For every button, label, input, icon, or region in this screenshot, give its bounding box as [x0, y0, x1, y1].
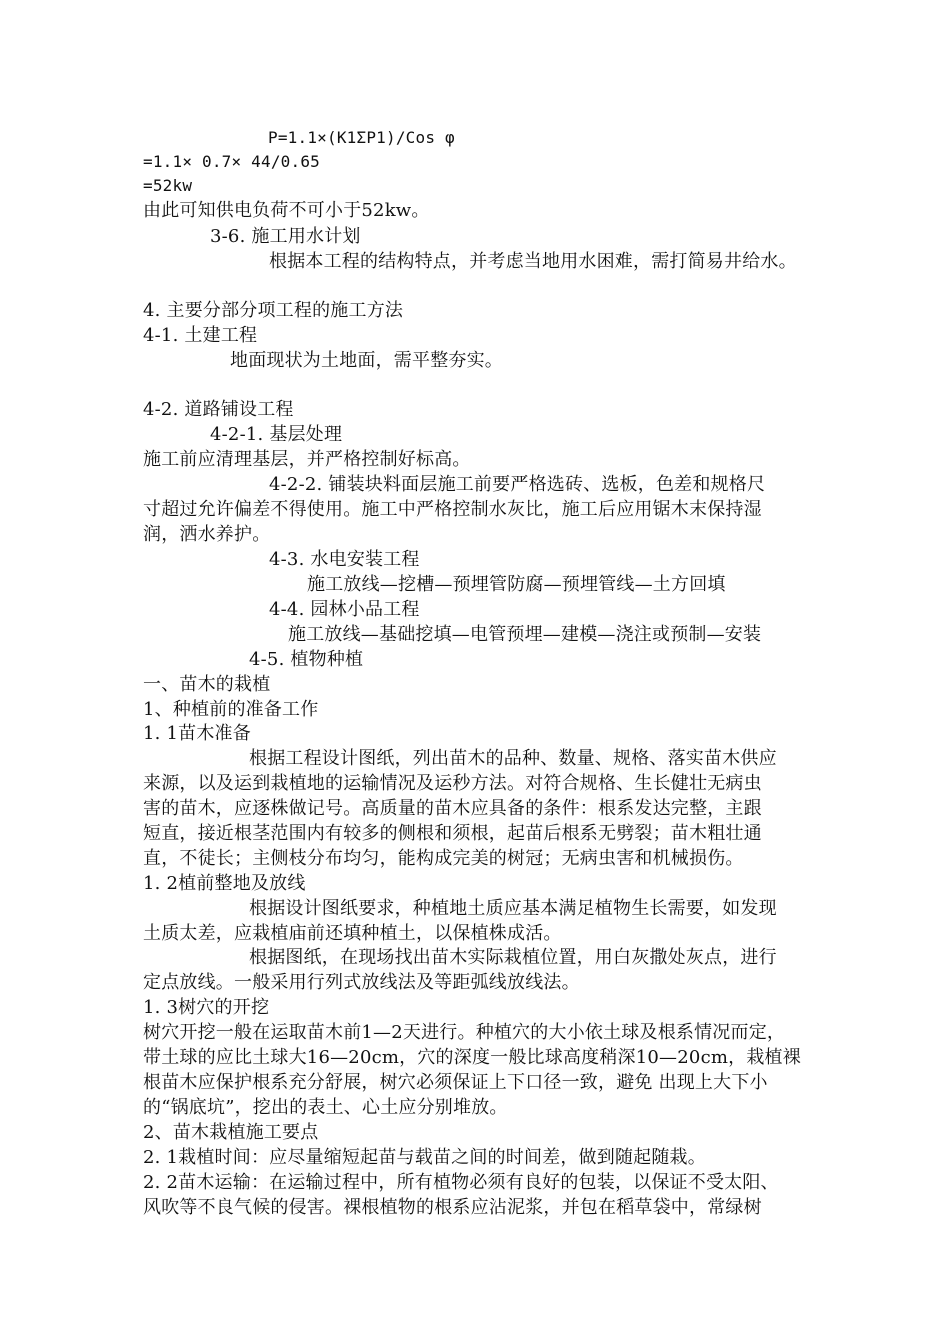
text-line: 寸超过允许偏差不得使用。施工中严格控制水灰比，施工后应用锯木末保持湿 — [143, 499, 762, 520]
text-line: 风吹等不良气候的侵害。裸根植物的根系应沾泥浆，并包在稻草袋中，常绿树 — [143, 1197, 762, 1218]
subheading: 2、苗木栽植施工要点 — [143, 1122, 319, 1143]
subheading: 1、种植前的准备工作 — [143, 699, 319, 720]
text-line: 土质太差，应栽植庙前还填种植土，以保植株成活。 — [143, 923, 562, 944]
text-line: 来源，以及运到栽植地的运输情况及运秒方法。对符合规格、生长健壮无病虫 — [143, 773, 762, 794]
text-line: 4-2-2. 铺装块料面层施工前要严格选砖、选板，色差和规格尺 — [269, 474, 766, 495]
subheading: 1. 2植前整地及放线 — [143, 873, 306, 894]
chapter-heading: 4. 主要分部分项工程的施工方法 — [143, 300, 404, 321]
text-line: 根据设计图纸要求，种植地土质应基本满足植物生长需要，如发现 — [249, 898, 777, 919]
formula-result-line: =52kw — [143, 176, 193, 195]
section-heading: 4-5. 植物种植 — [249, 649, 364, 670]
subheading: 1. 3树穴的开挖 — [143, 997, 270, 1018]
text-line: 根苗木应保护根系充分舒展，树穴必须保证上下口径一致，避免 出现上大下小 — [143, 1072, 768, 1093]
text-line: 2. 1栽植时间：应尽量缩短起苗与载苗之间的时间差，做到随起随栽。 — [143, 1147, 706, 1168]
text-line: 树穴开挖一般在运取苗木前1—2天进行。种植穴的大小依土球及根系情况而定， — [143, 1022, 786, 1043]
section-heading: 4-3. 水电安装工程 — [269, 549, 420, 570]
section-heading: 3-6. 施工用水计划 — [210, 226, 361, 247]
text-line: 施工前应清理基层，并严格控制好标高。 — [143, 449, 471, 470]
process-line: 施工放线—挖槽—预埋管防腐—预埋管线—土方回填 — [307, 574, 726, 595]
text-line: 害的苗木，应逐株做记号。高质量的苗木应具备的条件：根系发达完整，主跟 — [143, 798, 762, 819]
text-line: 直，不徒长；主侧枝分布均匀，能构成完美的树冠；无病虫害和机械损伤。 — [143, 848, 744, 869]
text-line: 的“锅底坑”，挖出的表土、心土应分别堆放。 — [143, 1097, 508, 1118]
text-line: 根据本工程的结构特点，并考虑当地用水困难，需打简易井给水。 — [269, 251, 797, 272]
section-heading: 4-1. 土建工程 — [143, 325, 258, 346]
text-line: 短直，接近根茎范围内有较多的侧根和须根，起苗后根系无劈裂；苗木粗壮通 — [143, 823, 762, 844]
text-line: 根据工程设计图纸，列出苗木的品种、数量、规格、落实苗木供应 — [249, 748, 777, 769]
text-line: 带土球的应比土球大16—20cm，穴的深度一般比球高度稍深10—20cm，栽植裸 — [143, 1047, 801, 1068]
text-line: 根据图纸，在现场找出苗木实际栽植位置，用白灰撒处灰点，进行 — [249, 947, 777, 968]
subsection-heading: 4-2-1. 基层处理 — [210, 424, 343, 445]
text-line: 定点放线。一般采用行列式放线法及等距弧线放线法。 — [143, 972, 580, 993]
text-line: 2. 2苗木运输：在运输过程中，所有植物必须有良好的包装，以保证不受太阳、 — [143, 1172, 779, 1193]
text-line: 由此可知供电负荷不可小于52kw。 — [143, 200, 430, 221]
section-heading: 4-4. 园林小品工程 — [269, 599, 420, 620]
section-heading: 4-2. 道路铺设工程 — [143, 399, 294, 420]
formula-line: =1.1× 0.7× 44/0.65 — [143, 152, 320, 171]
text-line: 地面现状为土地面，需平整夯实。 — [230, 350, 503, 371]
subheading: 一、苗木的栽植 — [143, 674, 271, 695]
text-line: 润，洒水养护。 — [143, 524, 271, 545]
subheading: 1. 1苗木准备 — [143, 723, 251, 744]
process-line: 施工放线—基础挖填—电管预埋—建模—浇注或预制—安装 — [288, 624, 762, 645]
formula-line: P=1.1×(K1ΣP1)/Cos φ — [268, 128, 455, 147]
